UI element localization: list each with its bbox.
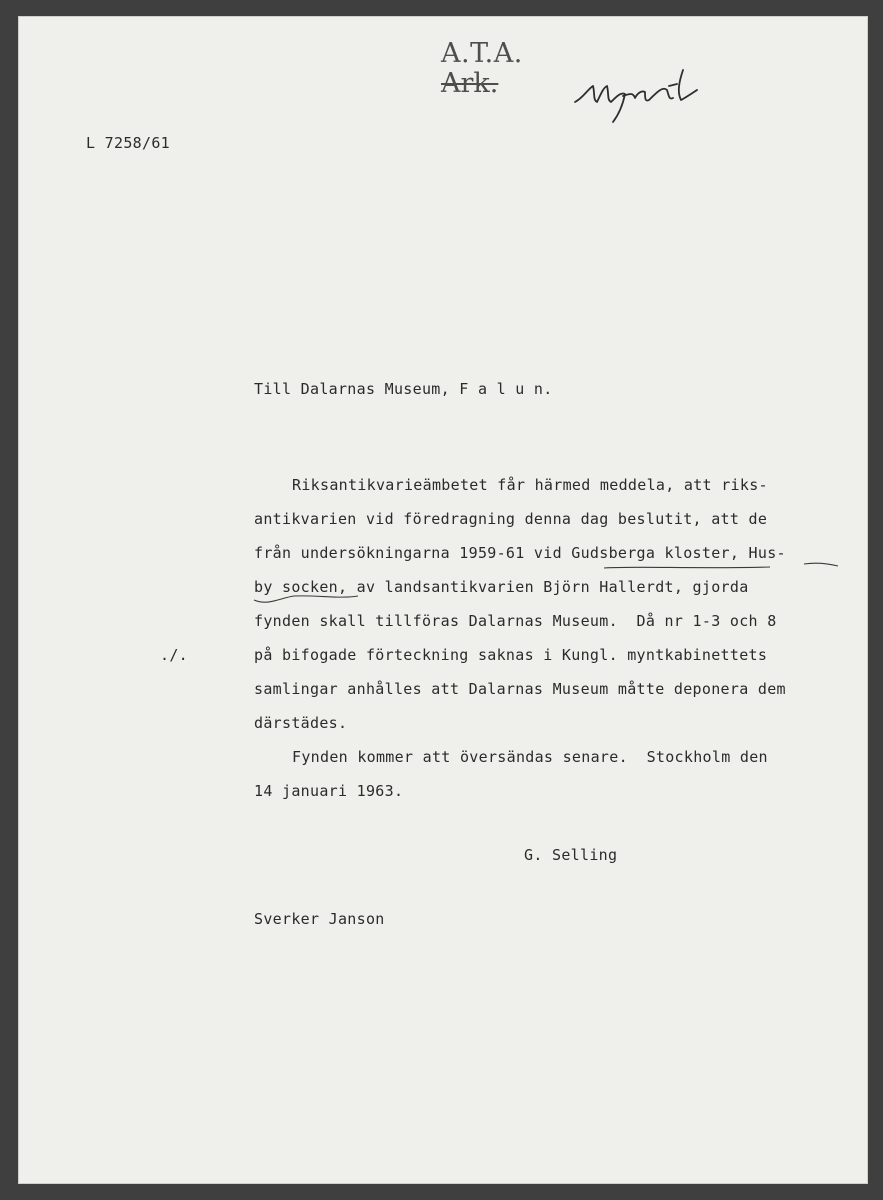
- signatory-janson: Sverker Janson: [254, 910, 385, 928]
- body-line-3: från undersökningarna 1959-61 vid Gudsberga kloster, Hus-: [254, 544, 786, 562]
- handwritten-mynt-icon: [573, 64, 703, 124]
- body-line-2: antikvarien vid föredragning denna dag beslutit, att de: [254, 510, 768, 528]
- body-line-1: Riksantikvarieämbetet får härmed meddela, att riks-: [292, 476, 768, 494]
- underline-gudsberga-kloster: [604, 567, 770, 568]
- handwritten-note: [573, 64, 703, 124]
- archive-stamp-line1: A.T.A.: [441, 38, 523, 69]
- body-line-4: by socken, av landsantikvarien Björn Hallerdt, gjorda: [254, 578, 749, 596]
- body-line-5: fynden skall tillföras Dalarnas Museum. Då nr 1-3 och 8: [254, 612, 777, 630]
- document-page: [18, 16, 868, 1184]
- addressee-line: Till Dalarnas Museum, F a l u n.: [254, 380, 553, 398]
- closing-line-2: 14 januari 1963.: [254, 782, 404, 800]
- underline-hus: [804, 563, 838, 566]
- underline-husby-socken: [254, 596, 358, 602]
- handwritten-underlines: [18, 16, 868, 1184]
- body-line-6: på bifogade förteckning saknas i Kungl. myntkabinettets: [254, 646, 768, 664]
- reference-number: L 7258/61: [86, 134, 170, 152]
- archive-stamp-line2: Ark.: [441, 68, 499, 99]
- enclosure-marker: ./.: [160, 646, 188, 664]
- closing-line-1: Fynden kommer att översändas senare. Stockholm den: [292, 748, 768, 766]
- body-line-8: därstädes.: [254, 714, 348, 732]
- signatory-selling: G. Selling: [524, 846, 618, 864]
- body-line-7: samlingar anhålles att Dalarnas Museum måtte deponera dem: [254, 680, 786, 698]
